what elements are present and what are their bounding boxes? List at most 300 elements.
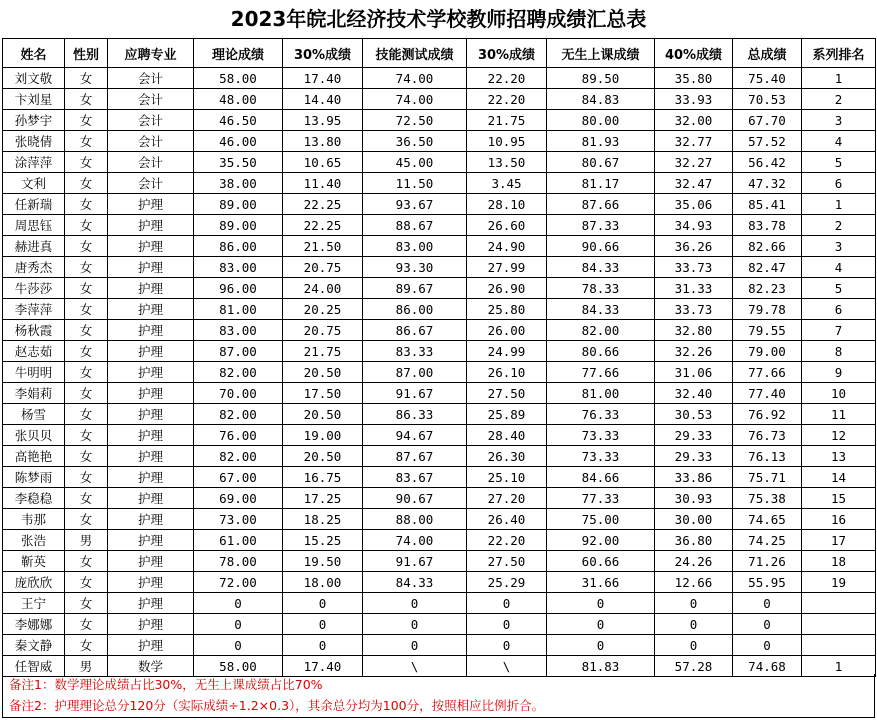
cell-rank: 3	[802, 236, 876, 257]
table-row	[3, 215, 876, 236]
cell-teaching-40pct: 33.73	[655, 257, 733, 278]
cell-teaching-score: 0	[547, 614, 655, 635]
cell-total-score: 74.65	[733, 509, 802, 530]
cell-rank: 7	[802, 320, 876, 341]
cell-name: 张贝贝	[3, 425, 65, 446]
cell-rank: 1	[802, 194, 876, 215]
cell-name: 李娟莉	[3, 383, 65, 404]
cell-teaching-40pct: 33.93	[655, 89, 733, 110]
cell-theory-score: 69.00	[194, 488, 283, 509]
cell-name: 赵志茹	[3, 341, 65, 362]
header-theory-score: 理论成绩	[194, 39, 283, 68]
header-skill-30pct: 30%成绩	[467, 39, 547, 68]
table-row	[3, 530, 876, 551]
sheet-title: 2023年皖北经济技术学校教师招聘成绩汇总表	[230, 7, 647, 31]
cell-major: 护理	[108, 635, 194, 656]
table-row	[3, 194, 876, 215]
cell-teaching-score: 81.17	[547, 173, 655, 194]
table-row	[3, 572, 876, 593]
notes-box	[2, 674, 875, 718]
cell-teaching-score: 0	[547, 635, 655, 656]
cell-theory-score: 82.00	[194, 404, 283, 425]
cell-total-score: 79.55	[733, 320, 802, 341]
cell-teaching-40pct: 29.33	[655, 425, 733, 446]
cell-rank: 9	[802, 362, 876, 383]
cell-theory-30pct: 20.25	[283, 299, 363, 320]
cell-skill-30pct: 26.00	[467, 320, 547, 341]
table-row	[3, 68, 876, 89]
cell-total-score: 83.78	[733, 215, 802, 236]
cell-gender: 女	[65, 194, 108, 215]
cell-theory-score: 0	[194, 614, 283, 635]
cell-major: 会计	[108, 131, 194, 152]
cell-theory-30pct: 18.00	[283, 572, 363, 593]
cell-theory-30pct: 17.40	[283, 68, 363, 89]
cell-skill-30pct: 13.50	[467, 152, 547, 173]
cell-theory-score: 0	[194, 593, 283, 614]
cell-teaching-score: 89.50	[547, 68, 655, 89]
cell-gender: 女	[65, 614, 108, 635]
cell-total-score: 70.53	[733, 89, 802, 110]
cell-major: 护理	[108, 362, 194, 383]
cell-gender: 男	[65, 530, 108, 551]
cell-teaching-score: 31.66	[547, 572, 655, 593]
cell-skill-score: 74.00	[363, 68, 467, 89]
cell-teaching-score: 60.66	[547, 551, 655, 572]
cell-theory-score: 70.00	[194, 383, 283, 404]
cell-theory-score: 82.00	[194, 362, 283, 383]
cell-skill-30pct: 22.20	[467, 68, 547, 89]
cell-name: 陈梦雨	[3, 467, 65, 488]
cell-teaching-score: 87.33	[547, 215, 655, 236]
cell-skill-30pct: 27.50	[467, 551, 547, 572]
cell-skill-30pct: 27.99	[467, 257, 547, 278]
cell-theory-30pct: 21.50	[283, 236, 363, 257]
table-row	[3, 320, 876, 341]
cell-gender: 女	[65, 362, 108, 383]
cell-gender: 男	[65, 656, 108, 677]
header-gender: 性别	[65, 39, 108, 68]
cell-total-score: 79.78	[733, 299, 802, 320]
cell-skill-score: 74.00	[363, 89, 467, 110]
cell-teaching-score: 84.33	[547, 257, 655, 278]
cell-gender: 女	[65, 110, 108, 131]
table-row	[3, 299, 876, 320]
cell-total-score: 75.40	[733, 68, 802, 89]
cell-skill-30pct: 25.29	[467, 572, 547, 593]
cell-major: 护理	[108, 593, 194, 614]
cell-gender: 女	[65, 404, 108, 425]
cell-teaching-40pct: 32.27	[655, 152, 733, 173]
cell-major: 护理	[108, 530, 194, 551]
cell-skill-30pct: 26.40	[467, 509, 547, 530]
cell-skill-30pct: 27.50	[467, 383, 547, 404]
cell-theory-score: 48.00	[194, 89, 283, 110]
cell-name: 高艳艳	[3, 446, 65, 467]
cell-theory-30pct: 20.50	[283, 404, 363, 425]
header-name: 姓名	[3, 39, 65, 68]
cell-name: 张晓倩	[3, 131, 65, 152]
cell-total-score: 79.00	[733, 341, 802, 362]
cell-skill-score: 93.67	[363, 194, 467, 215]
cell-theory-30pct: 0	[283, 614, 363, 635]
cell-skill-30pct: 0	[467, 635, 547, 656]
cell-name: 李娜娜	[3, 614, 65, 635]
cell-theory-30pct: 18.25	[283, 509, 363, 530]
cell-rank: 11	[802, 404, 876, 425]
cell-theory-30pct: 17.25	[283, 488, 363, 509]
cell-total-score: 76.73	[733, 425, 802, 446]
cell-major: 会计	[108, 152, 194, 173]
table-row	[3, 257, 876, 278]
table-row	[3, 404, 876, 425]
cell-name: 任智威	[3, 656, 65, 677]
cell-teaching-score: 82.00	[547, 320, 655, 341]
cell-total-score: 82.23	[733, 278, 802, 299]
cell-theory-30pct: 20.75	[283, 320, 363, 341]
cell-theory-30pct: 17.40	[283, 656, 363, 677]
cell-name: 庞欣欣	[3, 572, 65, 593]
table-row	[3, 551, 876, 572]
cell-gender: 女	[65, 89, 108, 110]
cell-rank: 5	[802, 278, 876, 299]
cell-skill-score: 88.67	[363, 215, 467, 236]
cell-skill-score: 45.00	[363, 152, 467, 173]
cell-total-score: 85.41	[733, 194, 802, 215]
cell-gender: 女	[65, 467, 108, 488]
cell-theory-score: 81.00	[194, 299, 283, 320]
table-row	[3, 173, 876, 194]
table-row	[3, 614, 876, 635]
cell-skill-score: 86.33	[363, 404, 467, 425]
cell-teaching-score: 92.00	[547, 530, 655, 551]
cell-rank: 19	[802, 572, 876, 593]
cell-total-score: 75.71	[733, 467, 802, 488]
cell-theory-30pct: 16.75	[283, 467, 363, 488]
cell-name: 任新瑞	[3, 194, 65, 215]
table-row	[3, 131, 876, 152]
cell-name: 韦那	[3, 509, 65, 530]
cell-skill-score: 0	[363, 614, 467, 635]
cell-total-score: 74.25	[733, 530, 802, 551]
cell-theory-score: 38.00	[194, 173, 283, 194]
cell-teaching-40pct: 0	[655, 593, 733, 614]
cell-teaching-score: 80.00	[547, 110, 655, 131]
cell-major: 护理	[108, 488, 194, 509]
cell-skill-score: 36.50	[363, 131, 467, 152]
cell-teaching-score: 90.66	[547, 236, 655, 257]
cell-skill-30pct: 0	[467, 614, 547, 635]
header-teaching-score: 无生上课成绩	[547, 39, 655, 68]
cell-theory-30pct: 0	[283, 593, 363, 614]
cell-rank: 2	[802, 215, 876, 236]
cell-rank: 3	[802, 110, 876, 131]
cell-gender: 女	[65, 383, 108, 404]
cell-name: 孙梦宇	[3, 110, 65, 131]
cell-major: 会计	[108, 89, 194, 110]
cell-gender: 女	[65, 341, 108, 362]
cell-rank	[802, 635, 876, 656]
cell-name: 王宁	[3, 593, 65, 614]
cell-skill-score: 84.33	[363, 572, 467, 593]
cell-major: 数学	[108, 656, 194, 677]
cell-skill-30pct: 10.95	[467, 131, 547, 152]
cell-skill-30pct: 25.89	[467, 404, 547, 425]
cell-teaching-40pct: 31.06	[655, 362, 733, 383]
cell-total-score: 77.40	[733, 383, 802, 404]
cell-major: 护理	[108, 215, 194, 236]
cell-teaching-40pct: 34.93	[655, 215, 733, 236]
cell-gender: 女	[65, 425, 108, 446]
cell-skill-30pct: 28.10	[467, 194, 547, 215]
cell-teaching-score: 81.93	[547, 131, 655, 152]
cell-major: 护理	[108, 278, 194, 299]
cell-name: 刘文敬	[3, 68, 65, 89]
cell-teaching-score: 80.66	[547, 341, 655, 362]
cell-total-score: 74.68	[733, 656, 802, 677]
cell-rank: 17	[802, 530, 876, 551]
note-1: 备注1：数学理论成绩占比30%，无生上课成绩占比70%	[9, 677, 323, 692]
cell-theory-30pct: 22.25	[283, 215, 363, 236]
cell-total-score: 0	[733, 614, 802, 635]
cell-skill-score: 91.67	[363, 551, 467, 572]
cell-theory-score: 61.00	[194, 530, 283, 551]
cell-gender: 女	[65, 257, 108, 278]
cell-skill-score: 83.00	[363, 236, 467, 257]
cell-gender: 女	[65, 131, 108, 152]
cell-skill-30pct: 26.10	[467, 362, 547, 383]
cell-gender: 女	[65, 446, 108, 467]
cell-teaching-40pct: 32.40	[655, 383, 733, 404]
table-row	[3, 593, 876, 614]
table-row	[3, 425, 876, 446]
cell-rank: 8	[802, 341, 876, 362]
cell-gender: 女	[65, 572, 108, 593]
cell-theory-30pct: 20.50	[283, 362, 363, 383]
cell-theory-30pct: 21.75	[283, 341, 363, 362]
cell-teaching-40pct: 33.73	[655, 299, 733, 320]
cell-theory-score: 96.00	[194, 278, 283, 299]
cell-skill-score: 0	[363, 635, 467, 656]
header-row	[3, 39, 876, 68]
cell-skill-score: 88.00	[363, 509, 467, 530]
cell-teaching-score: 78.33	[547, 278, 655, 299]
header-major: 应聘专业	[108, 39, 194, 68]
cell-rank: 6	[802, 173, 876, 194]
header-total-score: 总成绩	[733, 39, 802, 68]
cell-teaching-score: 84.83	[547, 89, 655, 110]
cell-gender: 女	[65, 488, 108, 509]
cell-name: 唐秀杰	[3, 257, 65, 278]
cell-teaching-score: 75.00	[547, 509, 655, 530]
cell-major: 护理	[108, 614, 194, 635]
cell-theory-score: 78.00	[194, 551, 283, 572]
cell-teaching-score: 84.33	[547, 299, 655, 320]
cell-teaching-40pct: 35.80	[655, 68, 733, 89]
cell-major: 护理	[108, 572, 194, 593]
cell-rank: 5	[802, 152, 876, 173]
cell-name: 周思钰	[3, 215, 65, 236]
table-row	[3, 89, 876, 110]
cell-skill-score: 93.30	[363, 257, 467, 278]
cell-teaching-40pct: 30.00	[655, 509, 733, 530]
cell-gender: 女	[65, 173, 108, 194]
cell-skill-score: 0	[363, 593, 467, 614]
cell-teaching-40pct: 32.77	[655, 131, 733, 152]
cell-teaching-40pct: 24.26	[655, 551, 733, 572]
cell-skill-score: 86.67	[363, 320, 467, 341]
cell-theory-30pct: 19.00	[283, 425, 363, 446]
cell-theory-30pct: 17.50	[283, 383, 363, 404]
cell-major: 会计	[108, 110, 194, 131]
cell-theory-score: 87.00	[194, 341, 283, 362]
table-row	[3, 236, 876, 257]
cell-skill-30pct: 26.30	[467, 446, 547, 467]
cell-name: 卞刘星	[3, 89, 65, 110]
cell-total-score: 57.52	[733, 131, 802, 152]
cell-rank: 14	[802, 467, 876, 488]
cell-teaching-40pct: 0	[655, 635, 733, 656]
cell-teaching-score: 76.33	[547, 404, 655, 425]
cell-skill-30pct: 27.20	[467, 488, 547, 509]
cell-skill-score: 83.67	[363, 467, 467, 488]
cell-rank: 4	[802, 257, 876, 278]
cell-teaching-score: 73.33	[547, 425, 655, 446]
cell-teaching-40pct: 0	[655, 614, 733, 635]
cell-skill-score: 89.67	[363, 278, 467, 299]
table-row	[3, 341, 876, 362]
cell-total-score: 75.38	[733, 488, 802, 509]
cell-total-score: 67.70	[733, 110, 802, 131]
cell-teaching-40pct: 32.00	[655, 110, 733, 131]
cell-major: 护理	[108, 551, 194, 572]
table-row	[3, 152, 876, 173]
cell-total-score: 76.13	[733, 446, 802, 467]
cell-theory-score: 89.00	[194, 194, 283, 215]
cell-teaching-40pct: 35.06	[655, 194, 733, 215]
cell-total-score: 0	[733, 593, 802, 614]
cell-rank: 6	[802, 299, 876, 320]
cell-skill-score: 86.00	[363, 299, 467, 320]
cell-skill-30pct: 3.45	[467, 173, 547, 194]
cell-major: 护理	[108, 509, 194, 530]
cell-rank: 4	[802, 131, 876, 152]
table-row	[3, 383, 876, 404]
cell-major: 护理	[108, 467, 194, 488]
cell-major: 护理	[108, 446, 194, 467]
cell-rank: 12	[802, 425, 876, 446]
cell-skill-30pct: \	[467, 656, 547, 677]
cell-skill-score: 74.00	[363, 530, 467, 551]
cell-theory-30pct: 20.50	[283, 446, 363, 467]
cell-theory-score: 83.00	[194, 320, 283, 341]
cell-teaching-score: 77.66	[547, 362, 655, 383]
cell-rank: 2	[802, 89, 876, 110]
header-teaching-40pct: 40%成绩	[655, 39, 733, 68]
cell-name: 秦文静	[3, 635, 65, 656]
cell-major: 护理	[108, 404, 194, 425]
cell-theory-score: 46.50	[194, 110, 283, 131]
cell-gender: 女	[65, 68, 108, 89]
header-rank: 系列排名	[802, 39, 876, 68]
table-row	[3, 278, 876, 299]
cell-teaching-score: 73.33	[547, 446, 655, 467]
cell-name: 文利	[3, 173, 65, 194]
cell-gender: 女	[65, 551, 108, 572]
cell-major: 护理	[108, 194, 194, 215]
cell-theory-30pct: 13.80	[283, 131, 363, 152]
cell-theory-score: 0	[194, 635, 283, 656]
cell-major: 护理	[108, 425, 194, 446]
cell-skill-30pct: 22.20	[467, 530, 547, 551]
cell-major: 护理	[108, 341, 194, 362]
cell-rank: 10	[802, 383, 876, 404]
table-row	[3, 488, 876, 509]
cell-gender: 女	[65, 593, 108, 614]
cell-gender: 女	[65, 215, 108, 236]
cell-major: 护理	[108, 383, 194, 404]
table-row	[3, 362, 876, 383]
cell-skill-score: 91.67	[363, 383, 467, 404]
cell-teaching-40pct: 32.26	[655, 341, 733, 362]
cell-theory-score: 86.00	[194, 236, 283, 257]
cell-total-score: 71.26	[733, 551, 802, 572]
cell-name: 李稳稳	[3, 488, 65, 509]
cell-gender: 女	[65, 320, 108, 341]
cell-teaching-score: 81.00	[547, 383, 655, 404]
cell-name: 杨秋霞	[3, 320, 65, 341]
cell-teaching-40pct: 32.47	[655, 173, 733, 194]
cell-teaching-score: 87.66	[547, 194, 655, 215]
cell-theory-30pct: 24.00	[283, 278, 363, 299]
cell-name: 张浩	[3, 530, 65, 551]
cell-total-score: 82.66	[733, 236, 802, 257]
cell-theory-30pct: 0	[283, 635, 363, 656]
table-row	[3, 509, 876, 530]
cell-gender: 女	[65, 299, 108, 320]
cell-theory-30pct: 13.95	[283, 110, 363, 131]
cell-teaching-score: 77.33	[547, 488, 655, 509]
cell-name: 涂萍萍	[3, 152, 65, 173]
cell-theory-score: 83.00	[194, 257, 283, 278]
cell-theory-score: 72.00	[194, 572, 283, 593]
cell-major: 护理	[108, 320, 194, 341]
cell-theory-score: 35.50	[194, 152, 283, 173]
cell-skill-score: 83.33	[363, 341, 467, 362]
cell-theory-30pct: 20.75	[283, 257, 363, 278]
cell-gender: 女	[65, 278, 108, 299]
cell-skill-score: \	[363, 656, 467, 677]
cell-skill-30pct: 22.20	[467, 89, 547, 110]
cell-rank: 18	[802, 551, 876, 572]
header-theory-30pct: 30%成绩	[283, 39, 363, 68]
cell-teaching-score: 0	[547, 593, 655, 614]
cell-rank: 13	[802, 446, 876, 467]
cell-teaching-40pct: 57.28	[655, 656, 733, 677]
cell-name: 李萍萍	[3, 299, 65, 320]
cell-gender: 女	[65, 152, 108, 173]
cell-skill-score: 94.67	[363, 425, 467, 446]
cell-theory-score: 76.00	[194, 425, 283, 446]
cell-rank: 15	[802, 488, 876, 509]
cell-major: 护理	[108, 257, 194, 278]
cell-teaching-40pct: 33.86	[655, 467, 733, 488]
cell-teaching-40pct: 29.33	[655, 446, 733, 467]
cell-total-score: 55.95	[733, 572, 802, 593]
cell-theory-score: 58.00	[194, 68, 283, 89]
cell-theory-30pct: 19.50	[283, 551, 363, 572]
cell-theory-30pct: 15.25	[283, 530, 363, 551]
